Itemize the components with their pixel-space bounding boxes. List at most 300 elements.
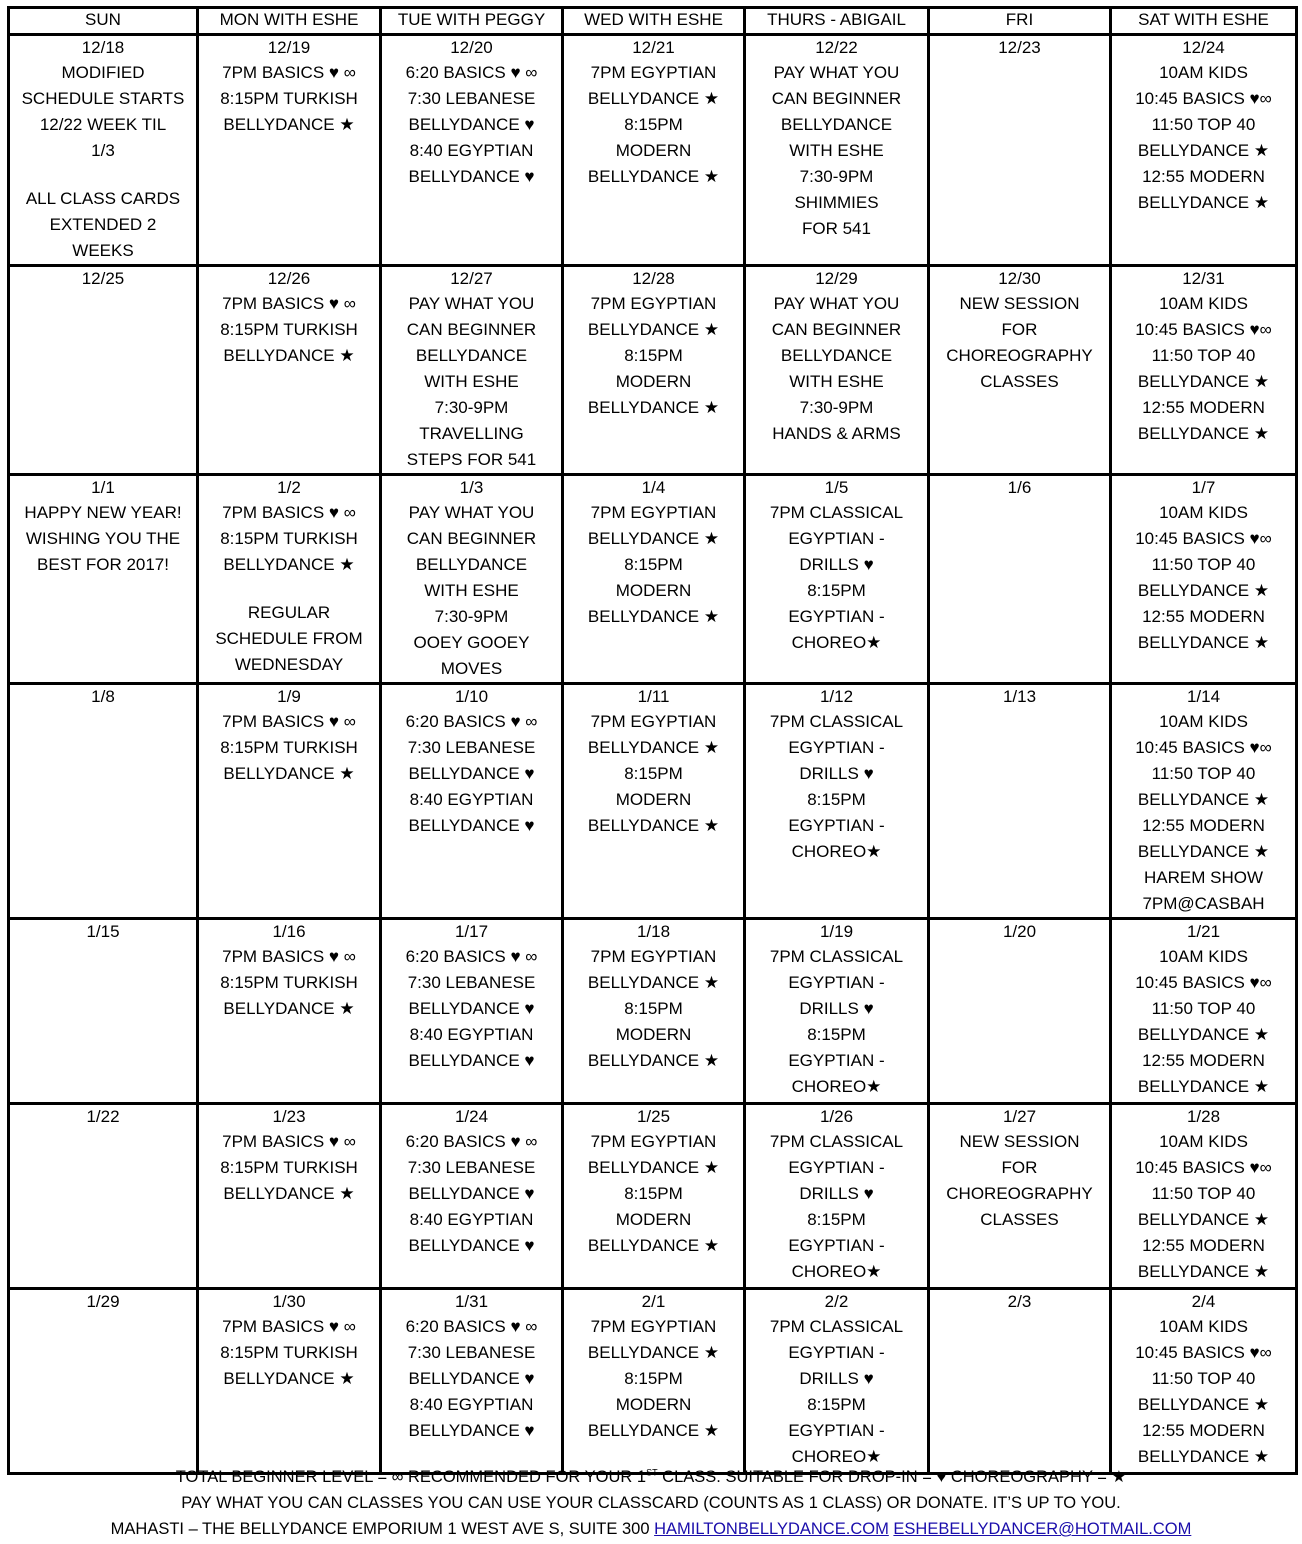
class-entry-line: 8:40 EGYPTIAN — [409, 1395, 534, 1414]
class-entry-line: HAREM SHOW — [1144, 868, 1263, 887]
email-link[interactable]: ESHEBELLYDANCER@HOTMAIL.COM — [893, 1520, 1192, 1538]
class-entry-line: PAY WHAT YOU — [773, 63, 900, 82]
class-entry-line: BELLYDANCE ★ — [587, 738, 720, 757]
day-cell-sun — [9, 1289, 198, 1474]
class-entry-line: BELLYDANCE ★ — [223, 999, 355, 1018]
class-entry-line: WISHING YOU THE — [25, 529, 181, 548]
class-entry-line: 10:45 BASICS ♥∞ — [1135, 1343, 1272, 1362]
class-entry-line: EGYPTIAN - — [788, 1421, 885, 1440]
class-entry-line: HAPPY NEW YEAR! — [24, 503, 182, 522]
day-cell-mon — [198, 1104, 381, 1289]
class-entry-line: CHOREO★ — [791, 1447, 882, 1466]
class-entry-line: 7PM EGYPTIAN — [590, 1132, 717, 1151]
day-cell-tue — [381, 919, 563, 1104]
day-date: 1/27 — [1002, 1107, 1037, 1126]
class-entry-line: 12:55 MODERN — [1142, 1236, 1265, 1255]
class-entry-line: 11:50 TOP 40 — [1151, 1184, 1256, 1203]
class-entry-line: 7PM BASICS ♥ ∞ — [222, 503, 356, 522]
day-date: 1/12 — [819, 687, 854, 706]
day-date: 1/13 — [1002, 687, 1037, 706]
class-entry-line: BELLYDANCE ♥ — [408, 999, 535, 1018]
class-entry-line: BELLYDANCE ★ — [587, 89, 720, 108]
day-cell-fri — [929, 35, 1111, 266]
class-entry-line: 8:40 EGYPTIAN — [409, 1210, 534, 1229]
day-cell-tue — [381, 1104, 563, 1289]
day-cell-sat — [1111, 475, 1297, 684]
day-date: 1/5 — [824, 478, 849, 497]
day-cell-sat — [1111, 1289, 1297, 1474]
class-entry-line: SCHEDULE STARTS — [21, 89, 185, 108]
class-entry-line: BELLYDANCE ★ — [587, 1051, 720, 1070]
day-date: 12/28 — [632, 269, 675, 288]
class-entry-line: OOEY GOOEY — [413, 633, 530, 652]
day-cell-sun — [9, 35, 198, 266]
day-date: 12/24 — [1182, 38, 1225, 57]
day-date: 1/26 — [819, 1107, 854, 1126]
day-cell-mon — [198, 266, 381, 475]
day-date: 1/4 — [641, 478, 666, 497]
class-entry-line: 10:45 BASICS ♥∞ — [1135, 738, 1272, 757]
class-entry-line: 8:15PM — [624, 1369, 683, 1388]
class-entry-line: BELLYDANCE — [780, 115, 893, 134]
day-cell-wed — [563, 684, 745, 919]
class-entry-line: EGYPTIAN - — [788, 1343, 885, 1362]
day-date: 1/6 — [1007, 478, 1032, 497]
class-entry-line: MODERN — [615, 1210, 692, 1229]
day-cell-sun — [9, 919, 198, 1104]
day-date: 2/1 — [641, 1292, 666, 1311]
class-entry-line: 8:40 EGYPTIAN — [409, 1025, 534, 1044]
day-date: 1/18 — [636, 922, 671, 941]
week-row — [9, 1289, 1297, 1474]
class-entry-line: 12:55 MODERN — [1142, 167, 1265, 186]
day-cell-mon — [198, 475, 381, 684]
class-entry-line: WITH ESHE — [424, 372, 519, 391]
class-entry-line: 8:15PM — [807, 581, 866, 600]
day-cell-fri — [929, 475, 1111, 684]
class-entry-line: 7PM BASICS ♥ ∞ — [222, 712, 356, 731]
class-entry-line: FOR — [1001, 320, 1038, 339]
class-entry-line: 7:30 LEBANESE — [407, 1158, 536, 1177]
class-entry-line: EGYPTIAN - — [788, 816, 885, 835]
class-entry-line: CLASSES — [980, 372, 1059, 391]
class-entry-line: 8:40 EGYPTIAN — [409, 790, 534, 809]
class-entry-line: 7PM EGYPTIAN — [590, 712, 717, 731]
day-cell-thu — [745, 1104, 929, 1289]
class-entry-line: BELLYDANCE ★ — [587, 973, 720, 992]
class-entry-line: 8:15PM — [624, 999, 683, 1018]
header-sun: SUN — [9, 8, 198, 35]
class-entry-line: BELLYDANCE ♥ — [408, 1236, 535, 1255]
class-entry-line: 10AM KIDS — [1159, 1317, 1248, 1336]
class-entry-line: BELLYDANCE ★ — [1137, 193, 1270, 212]
day-date: 12/26 — [267, 269, 311, 288]
class-entry-line: 11:50 TOP 40 — [1151, 346, 1256, 365]
class-entry-line: BELLYDANCE ★ — [1137, 1025, 1270, 1044]
class-entry-line: 7PM@CASBAH — [1142, 894, 1265, 913]
class-entry-line: 6:20 BASICS ♥ ∞ — [405, 947, 538, 966]
class-entry-line: BELLYDANCE ★ — [1137, 1262, 1270, 1281]
day-date: 1/21 — [1186, 922, 1221, 941]
day-cell-sun — [9, 684, 198, 919]
class-entry-line: BEST FOR 2017! — [37, 555, 169, 574]
class-entry-line: 7:30-9PM — [434, 398, 509, 417]
class-entry-line: 8:15PM — [624, 764, 683, 783]
class-entry-line: BELLYDANCE ★ — [1137, 1077, 1270, 1096]
class-entry-line: DRILLS ♥ — [799, 1184, 874, 1203]
day-date: 12/21 — [632, 38, 675, 57]
class-entry-line: BELLYDANCE — [780, 346, 893, 365]
class-entry-line: WEDNESDAY — [234, 655, 344, 674]
day-date: 1/7 — [1191, 478, 1216, 497]
class-entry-line: 7PM CLASSICAL — [769, 712, 904, 731]
class-entry-line: PAY WHAT YOU — [773, 294, 900, 313]
class-entry-line: TRAVELLING — [419, 424, 524, 443]
class-entry-line: BELLYDANCE ★ — [223, 346, 355, 365]
day-date: 1/14 — [1186, 687, 1221, 706]
day-date: 12/31 — [1182, 269, 1225, 288]
class-entry-line: EGYPTIAN - — [788, 529, 885, 548]
header-row — [9, 8, 1297, 35]
class-entry-line: 6:20 BASICS ♥ ∞ — [405, 712, 538, 731]
class-entry-line: MODERN — [615, 141, 692, 160]
class-entry-line: BELLYDANCE ♥ — [408, 115, 535, 134]
day-date: 1/24 — [454, 1107, 489, 1126]
class-entry-line: HANDS & ARMS — [772, 424, 901, 443]
class-entry-line: NEW SESSION — [959, 1132, 1080, 1151]
class-entry-line: 7PM BASICS ♥ ∞ — [222, 63, 356, 82]
class-entry-line: CAN BEGINNER — [771, 89, 902, 108]
class-entry-line: BELLYDANCE ★ — [223, 1369, 355, 1388]
day-cell-fri — [929, 1289, 1111, 1474]
day-date: 1/2 — [277, 478, 301, 497]
header-thu: THURS - ABIGAIL — [745, 8, 929, 35]
class-entry-line: CAN BEGINNER — [406, 529, 537, 548]
day-date: 1/15 — [86, 922, 120, 941]
schedule-calendar — [7, 6, 1298, 1475]
class-entry-line: BELLYDANCE ★ — [587, 607, 720, 626]
class-entry-line: BELLYDANCE ★ — [1137, 372, 1270, 391]
week-row — [9, 475, 1297, 684]
class-entry-line: 7:30 LEBANESE — [407, 738, 536, 757]
class-entry-line: BELLYDANCE ★ — [587, 1343, 720, 1362]
day-date: 2/2 — [824, 1292, 849, 1311]
class-entry-line: MOVES — [440, 659, 503, 678]
class-entry-line: BELLYDANCE ★ — [223, 764, 355, 783]
class-entry-line: DRILLS ♥ — [799, 1369, 874, 1388]
class-entry-line: 7:30-9PM — [799, 167, 874, 186]
header-tue: TUE WITH PEGGY — [381, 8, 563, 35]
day-date: 1/23 — [272, 1107, 306, 1126]
class-entry-line: EGYPTIAN - — [788, 738, 885, 757]
class-entry-line: BELLYDANCE ★ — [587, 816, 720, 835]
day-cell-mon — [198, 684, 381, 919]
class-entry-line: 7:30 LEBANESE — [407, 89, 536, 108]
class-entry-line: 12:55 MODERN — [1142, 816, 1265, 835]
class-entry-line: 8:15PM TURKISH — [220, 89, 358, 108]
day-cell-tue — [381, 475, 563, 684]
class-entry-line: BELLYDANCE ♥ — [408, 1421, 535, 1440]
week-row — [9, 919, 1297, 1104]
class-entry-line: MODERN — [615, 581, 692, 600]
class-entry-line: 10AM KIDS — [1159, 947, 1248, 966]
footer-notes — [0, 1464, 1302, 1542]
day-date: 1/31 — [454, 1292, 489, 1311]
day-cell-wed — [563, 919, 745, 1104]
class-entry-line: CHOREOGRAPHY — [946, 346, 1093, 365]
class-entry-line: EGYPTIAN - — [788, 1236, 885, 1255]
class-entry-line: 11:50 TOP 40 — [1151, 1369, 1256, 1388]
day-cell-fri — [929, 919, 1111, 1104]
class-entry-line: 8:40 EGYPTIAN — [409, 141, 534, 160]
class-entry-line: 7PM CLASSICAL — [769, 1132, 904, 1151]
class-entry-line: 10:45 BASICS ♥∞ — [1135, 320, 1272, 339]
class-entry-line: MODERN — [615, 790, 692, 809]
day-cell-fri — [929, 684, 1111, 919]
day-cell-wed — [563, 475, 745, 684]
class-entry-line: BELLYDANCE ★ — [1137, 842, 1270, 861]
day-date: 1/29 — [86, 1292, 120, 1311]
class-entry-line: MODERN — [615, 1395, 692, 1414]
day-date: 1/3 — [459, 478, 484, 497]
header-fri: FRI — [929, 8, 1111, 35]
class-entry-line: 7PM BASICS ♥ ∞ — [222, 1132, 356, 1151]
legend-text-2: CLASS. SUITABLE FOR DROP-IN = ♥ CHOREOGRAPHY = ★ — [657, 1468, 1127, 1486]
day-date: 2/4 — [1191, 1292, 1216, 1311]
class-entry-line: 11:50 TOP 40 — [1151, 764, 1256, 783]
class-entry-line: FOR 541 — [802, 219, 871, 238]
class-entry-line: 7PM EGYPTIAN — [590, 1317, 717, 1336]
class-entry-line: CHOREOGRAPHY — [946, 1184, 1093, 1203]
day-cell-thu — [745, 266, 929, 475]
class-entry-line: 11:50 TOP 40 — [1151, 115, 1256, 134]
class-entry-line: EGYPTIAN - — [788, 973, 885, 992]
day-date: 12/30 — [998, 269, 1041, 288]
day-date: 1/8 — [91, 687, 115, 706]
header-mon: MON WITH ESHE — [198, 8, 381, 35]
header-wed: WED WITH ESHE — [563, 8, 745, 35]
class-entry-line: 8:15PM — [807, 1395, 866, 1414]
class-entry-line: 8:15PM — [624, 346, 683, 365]
legend-superscript: ST — [646, 1467, 658, 1478]
class-entry-line: 10:45 BASICS ♥∞ — [1135, 1158, 1272, 1177]
day-date: 1/28 — [1186, 1107, 1221, 1126]
class-entry-line: 12:55 MODERN — [1142, 398, 1265, 417]
class-entry-line: 7PM EGYPTIAN — [590, 294, 717, 313]
class-entry-line: CHOREO★ — [791, 1262, 882, 1281]
class-entry-line: BELLYDANCE ★ — [587, 320, 720, 339]
class-entry-line: 8:15PM TURKISH — [220, 738, 358, 757]
week-row — [9, 684, 1297, 919]
class-entry-line: 7PM EGYPTIAN — [590, 947, 717, 966]
class-entry-line: BELLYDANCE ★ — [587, 167, 720, 186]
class-entry-line: BELLYDANCE ★ — [1137, 1395, 1270, 1414]
day-date: 1/22 — [86, 1107, 120, 1126]
class-entry-line: WITH ESHE — [424, 581, 519, 600]
class-entry-line: 10:45 BASICS ♥∞ — [1135, 89, 1272, 108]
day-cell-wed — [563, 35, 745, 266]
day-date: 12/19 — [267, 38, 311, 57]
class-entry-line: CHOREO★ — [791, 842, 882, 861]
class-entry-line: DRILLS ♥ — [799, 555, 874, 574]
class-entry-line: BELLYDANCE ★ — [1137, 141, 1270, 160]
class-entry-line: PAY WHAT YOU — [408, 503, 535, 522]
class-entry-line: BELLYDANCE ★ — [1137, 424, 1270, 443]
class-entry-line: 8:15PM — [624, 555, 683, 574]
day-date: 1/30 — [272, 1292, 306, 1311]
day-cell-sun — [9, 1104, 198, 1289]
class-entry-line: 10AM KIDS — [1159, 63, 1248, 82]
week-row — [9, 1104, 1297, 1289]
day-date: 12/29 — [815, 269, 858, 288]
class-entry-line: 8:15PM — [807, 790, 866, 809]
week-row — [9, 35, 1297, 266]
class-entry-line: CAN BEGINNER — [406, 320, 537, 339]
class-entry-line: 12:55 MODERN — [1142, 607, 1265, 626]
class-entry-line: CAN BEGINNER — [771, 320, 902, 339]
class-entry-line: BELLYDANCE ★ — [223, 115, 355, 134]
class-entry-line: 7:30 LEBANESE — [407, 1343, 536, 1362]
day-cell-tue — [381, 35, 563, 266]
class-entry-line: DRILLS ♥ — [799, 764, 874, 783]
class-entry-line: 8:15PM TURKISH — [220, 320, 358, 339]
calendar-weeks — [9, 35, 1297, 1474]
class-entry-line: BELLYDANCE ♥ — [408, 1369, 535, 1388]
class-entry-line: 7:30 LEBANESE — [407, 973, 536, 992]
class-entry-line: SCHEDULE FROM — [215, 629, 363, 648]
day-date: 12/20 — [450, 38, 493, 57]
day-cell-tue — [381, 684, 563, 919]
class-entry-line: 8:15PM — [624, 1184, 683, 1203]
class-entry-line: SHIMMIES — [794, 193, 879, 212]
day-date: 1/17 — [454, 922, 489, 941]
day-cell-sun — [9, 266, 198, 475]
class-entry-line: BELLYDANCE ♥ — [408, 764, 535, 783]
class-entry-line: BELLYDANCE ★ — [587, 529, 720, 548]
week-row — [9, 266, 1297, 475]
class-entry-line: 7PM BASICS ♥ ∞ — [222, 1317, 356, 1336]
day-date: 1/9 — [277, 687, 301, 706]
class-entry-line: BELLYDANCE ♥ — [408, 167, 535, 186]
class-entry-line: 8:15PM TURKISH — [220, 1343, 358, 1362]
class-entry-line: BELLYDANCE ★ — [1137, 1447, 1270, 1466]
legend-text: TOTAL BEGINNER LEVEL = ∞ RECOMMENDED FOR YOUR 1 — [175, 1468, 647, 1486]
day-cell-sat — [1111, 919, 1297, 1104]
class-entry-line: 8:15PM — [807, 1210, 866, 1229]
class-entry-line: BELLYDANCE ★ — [1137, 790, 1270, 809]
day-date: 1/11 — [637, 687, 670, 706]
class-entry-line: 7PM BASICS ♥ ∞ — [222, 947, 356, 966]
pay-what-you-can-note: PAY WHAT YOU CAN CLASSES YOU CAN USE YOUR CLASSCARD (COUNTS AS 1 CLASS) OR DONATE. IT’S UP TO YOU. — [181, 1494, 1121, 1512]
class-entry-line: 10:45 BASICS ♥∞ — [1135, 529, 1272, 548]
day-date: 12/27 — [450, 269, 493, 288]
class-entry-line: 6:20 BASICS ♥ ∞ — [405, 1317, 538, 1336]
day-date: 12/25 — [81, 269, 125, 288]
class-entry-line: 10AM KIDS — [1159, 712, 1248, 731]
class-entry-line: 8:15PM TURKISH — [220, 973, 358, 992]
class-entry-line: BELLYDANCE ★ — [1137, 633, 1270, 652]
class-entry-line: 7PM CLASSICAL — [769, 1317, 904, 1336]
day-date: 1/16 — [272, 922, 306, 941]
class-entry-line: 6:20 BASICS ♥ ∞ — [405, 63, 538, 82]
day-date: 12/23 — [998, 38, 1041, 57]
class-entry-line: BELLYDANCE ★ — [1137, 581, 1270, 600]
class-entry-line: 8:15PM TURKISH — [220, 1158, 358, 1177]
class-entry-line: 12/22 WEEK TIL — [39, 115, 167, 134]
day-cell-sat — [1111, 684, 1297, 919]
class-entry-line: BELLYDANCE ★ — [1137, 1210, 1270, 1229]
class-entry-line: 12:55 MODERN — [1142, 1051, 1265, 1070]
day-cell-wed — [563, 266, 745, 475]
day-cell-thu — [745, 684, 929, 919]
day-cell-mon — [198, 1289, 381, 1474]
class-entry-line: EGYPTIAN - — [788, 607, 885, 626]
class-entry-line: EXTENDED 2 — [49, 215, 157, 234]
class-entry-line: 10AM KIDS — [1159, 294, 1248, 313]
line-spacer — [12, 164, 194, 186]
day-cell-wed — [563, 1104, 745, 1289]
class-entry-line: NEW SESSION — [959, 294, 1080, 313]
day-date: 12/18 — [81, 38, 125, 57]
class-entry-line: CHOREO★ — [791, 633, 882, 652]
class-entry-line: BELLYDANCE ★ — [587, 1158, 720, 1177]
class-entry-line: 7PM EGYPTIAN — [590, 63, 717, 82]
class-entry-line: 6:20 BASICS ♥ ∞ — [405, 1132, 538, 1151]
class-entry-line: BELLYDANCE ★ — [223, 1184, 355, 1203]
class-entry-line: BELLYDANCE ★ — [587, 1421, 720, 1440]
class-entry-line: 8:15PM TURKISH — [220, 529, 358, 548]
day-cell-sat — [1111, 1104, 1297, 1289]
line-spacer — [201, 578, 377, 600]
class-entry-line: 10AM KIDS — [1159, 503, 1248, 522]
class-entry-line: WEEKS — [72, 241, 134, 260]
day-date: 1/1 — [91, 478, 115, 497]
day-cell-thu — [745, 1289, 929, 1474]
day-cell-thu — [745, 35, 929, 266]
class-entry-line: 12:55 MODERN — [1142, 1421, 1265, 1440]
class-entry-line: MODERN — [615, 372, 692, 391]
class-entry-line: BELLYDANCE ★ — [587, 1236, 720, 1255]
website-link[interactable]: HAMILTONBELLYDANCE.COM — [654, 1520, 889, 1538]
class-entry-line: 7PM EGYPTIAN — [590, 503, 717, 522]
day-cell-tue — [381, 1289, 563, 1474]
day-cell-sun — [9, 475, 198, 684]
class-entry-line: DRILLS ♥ — [799, 999, 874, 1018]
day-date: 1/25 — [636, 1107, 671, 1126]
class-entry-line: CHOREO★ — [791, 1077, 882, 1096]
class-entry-line: EGYPTIAN - — [788, 1158, 885, 1177]
class-entry-line: BELLYDANCE ♥ — [408, 816, 535, 835]
address-text: MAHASTI – THE BELLYDANCE EMPORIUM 1 WEST AVE S, SUITE 300 — [110, 1520, 655, 1538]
header-sat: SAT WITH ESHE — [1111, 8, 1297, 35]
class-entry-line: 8:15PM — [624, 115, 683, 134]
class-entry-line: MODIFIED — [61, 63, 145, 82]
day-cell-fri — [929, 1104, 1111, 1289]
class-entry-line: PAY WHAT YOU — [408, 294, 535, 313]
class-entry-line: 11:50 TOP 40 — [1151, 555, 1256, 574]
class-entry-line: BELLYDANCE — [415, 346, 528, 365]
day-cell-tue — [381, 266, 563, 475]
class-entry-line: 8:15PM — [807, 1025, 866, 1044]
day-cell-wed — [563, 1289, 745, 1474]
address-line — [0, 1516, 1302, 1542]
class-entry-line: 7PM CLASSICAL — [769, 947, 904, 966]
day-date: 1/19 — [819, 922, 854, 941]
class-entry-line: BELLYDANCE ♥ — [408, 1184, 535, 1203]
day-date: 1/10 — [454, 687, 489, 706]
day-date: 1/20 — [1002, 922, 1037, 941]
day-cell-mon — [198, 919, 381, 1104]
